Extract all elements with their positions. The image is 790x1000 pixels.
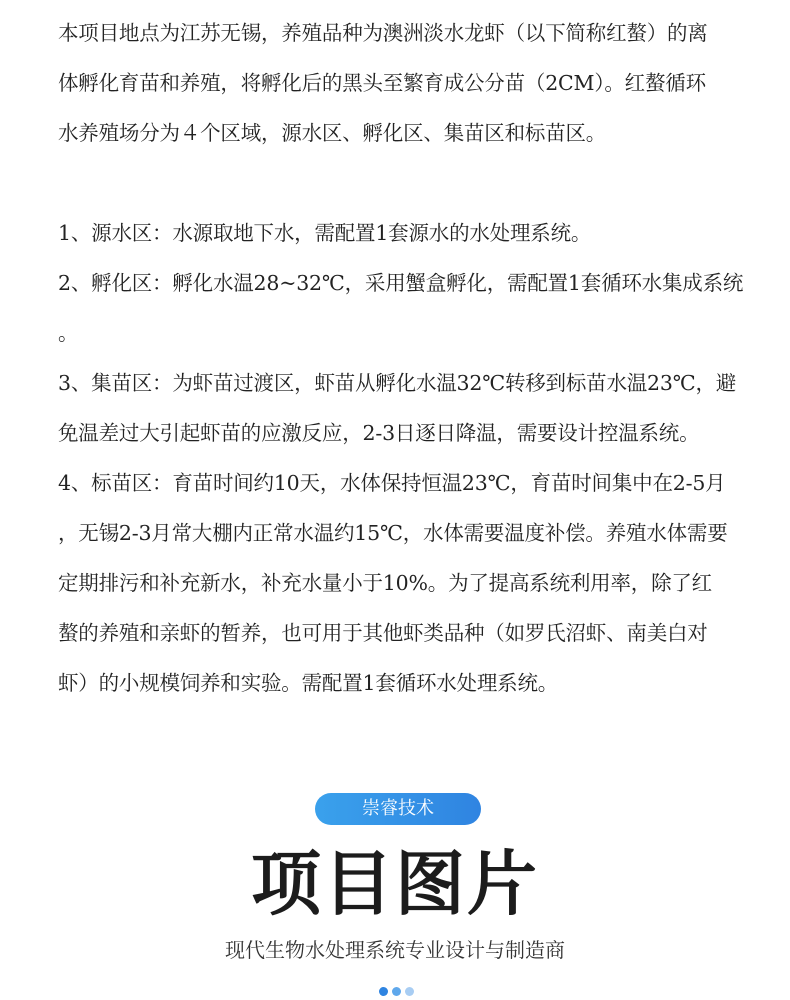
section-title: 项目图片	[251, 842, 539, 925]
section-line: 螯的养殖和亲虾的暂养，也可用于其他虾类品种（如罗氏沼虾、南美白对	[58, 621, 708, 645]
intro-line: 水养殖场分为４个区域，源水区、孵化区、集苗区和标苗区。	[58, 121, 607, 145]
section-line: ，无锡2-3月常大棚内正常水温约15℃，水体需要温度补偿。养殖水体需要	[58, 521, 728, 545]
section-line: 。	[58, 321, 79, 345]
section-subtitle: 现代生物水处理系统专业设计与制造商	[225, 938, 565, 962]
article-body	[58, 8, 758, 708]
section-line: 1、源水区：水源取地下水，需配置1套源水的水处理系统。	[58, 221, 592, 245]
section-line: 定期排污和补充新水，补充水量小于10%。为了提高系统利用率，除了红	[58, 571, 712, 595]
section-line: 3、集苗区：为虾苗过渡区，虾苗从孵化水温32℃转移到标苗水温23℃，避	[58, 371, 737, 395]
carousel-dot[interactable]	[405, 987, 414, 996]
company-badge: 崇睿技术	[315, 793, 481, 825]
carousel-dot[interactable]	[392, 987, 401, 996]
section-line: 虾）的小规模饲养和实验。需配置1套循环水处理系统。	[58, 671, 559, 695]
section-line: 4、标苗区：育苗时间约10天，水体保持恒温23℃，育苗时间集中在2-5月	[58, 471, 726, 495]
section-line: 免温差过大引起虾苗的应激反应，2-3日逐日降温，需要设计控温系统。	[58, 421, 700, 445]
intro-line: 本项目地点为江苏无锡，养殖品种为澳洲淡水龙虾（以下简称红螯）的离	[58, 21, 708, 45]
section-line: 2、孵化区：孵化水温28~32℃，采用蟹盒孵化，需配置1套循环水集成系统	[58, 271, 744, 295]
carousel-indicator	[379, 987, 414, 997]
carousel-dot[interactable]	[379, 987, 388, 996]
intro-line: 体孵化育苗和养殖，将孵化后的黑头至繁育成公分苗（2CM）。红螯循环	[58, 71, 706, 95]
paragraph-spacer	[58, 158, 758, 208]
